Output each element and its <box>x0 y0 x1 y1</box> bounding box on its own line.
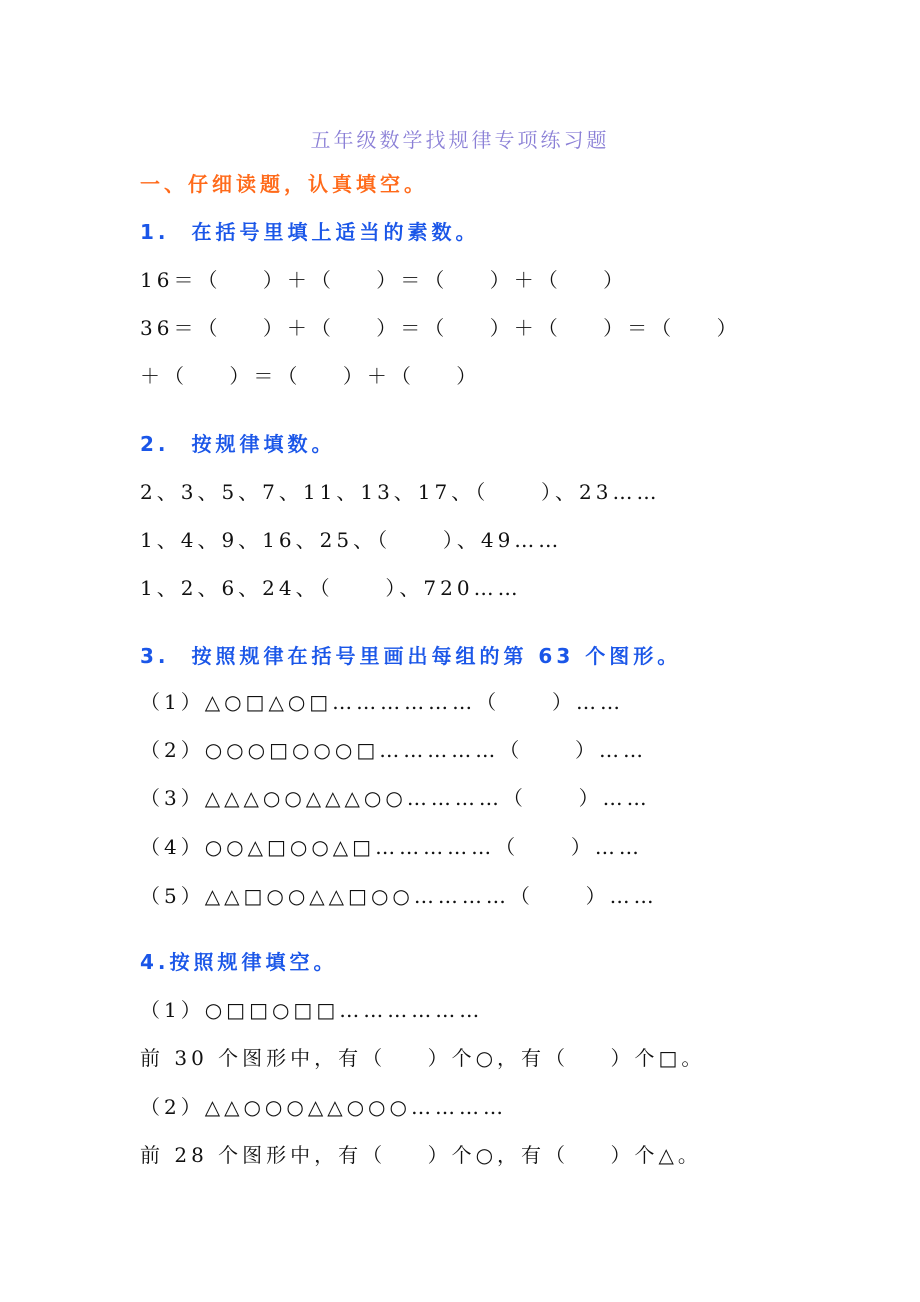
section-heading: 一、仔细读题，认真填空。 <box>140 172 428 196</box>
question-3-line: （2）○○○□○○○□……………（ ）…… <box>140 738 648 762</box>
question-1-line: 36＝（ ）＋（ ）＝（ ）＋（ ）＝（ ） <box>140 316 741 340</box>
question-2-line: 1、4、9、16、25、（ ）、49…… <box>140 528 563 552</box>
question-4-heading: 4.按照规律填空。 <box>140 950 338 974</box>
page-title: 五年级数学找规律专项练习题 <box>310 128 610 152</box>
question-3-line: （1）△○□△○□………………（ ）…… <box>140 690 624 714</box>
question-3-line: （5）△△□○○△△□○○…………（ ）…… <box>140 884 658 908</box>
question-3-line: （3）△△△○○△△△○○…………（ ）…… <box>140 786 651 810</box>
question-1-heading: 1. 在括号里填上适当的素数。 <box>140 220 480 244</box>
question-2-line: 1、2、6、24、（ ）、720…… <box>140 576 522 600</box>
question-4-line: 前 28 个图形中，有（ ）个○，有（ ）个△。 <box>140 1143 702 1167</box>
question-4-line: （2）△△○○○△△○○○………… <box>140 1095 507 1119</box>
question-4-line: 前 30 个图形中，有（ ）个○，有（ ）个□。 <box>140 1046 706 1070</box>
question-3-heading: 3. 按照规律在括号里画出每组的第 63 个图形。 <box>140 644 682 668</box>
question-1-line: 16＝（ ）＋（ ）＝（ ）＋（ ） <box>140 268 628 292</box>
question-1-line: ＋（ ）＝（ ）＋（ ） <box>140 364 481 388</box>
question-2-heading: 2. 按规律填数。 <box>140 432 336 456</box>
question-2-line: 2、3、5、7、11、13、17、（ ）、23…… <box>140 480 661 504</box>
question-3-line: （4）○○△□○○△□……………（ ）…… <box>140 835 643 859</box>
question-4-line: （1）○□□○□□……………… <box>140 998 484 1022</box>
